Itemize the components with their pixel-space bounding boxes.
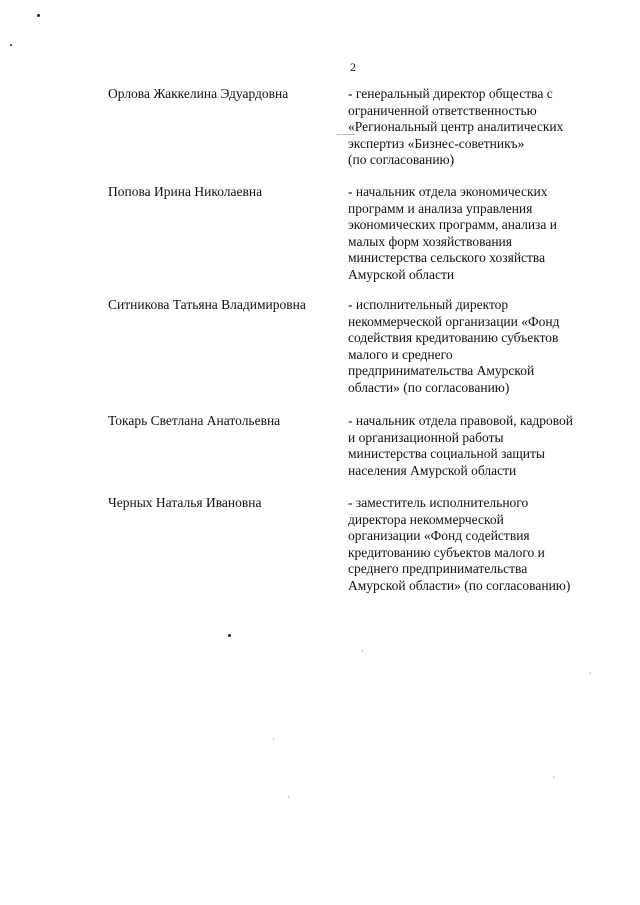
description-line: - заместитель исполнительного — [348, 495, 529, 510]
scan-mark — [553, 776, 554, 778]
scan-mark — [288, 796, 289, 798]
member-description — [348, 184, 636, 284]
description-line: содействия кредитованию субъектов — [348, 330, 559, 346]
description-line: - генеральный директор общества с — [348, 86, 553, 101]
description-line: предпринимательства Амурской — [348, 363, 535, 379]
description-line: программ и анализа управления — [348, 200, 533, 216]
member-description — [348, 297, 636, 397]
description-line: Амурской области» (по согласованию) — [348, 577, 571, 593]
member-name: Токарь Светлана Анатольевна — [108, 413, 281, 428]
description-line: организации «Фонд содействия — [348, 528, 530, 544]
description-line: и организационной работы — [348, 429, 504, 445]
scan-mark — [273, 738, 274, 740]
description-line: малых форм хозяйствования — [348, 233, 512, 249]
description-line: малого и среднего — [348, 346, 453, 362]
description-line: «Региональный центр аналитических — [348, 119, 564, 135]
description-line: министерства социальной защиты — [348, 446, 545, 462]
scan-speck — [10, 44, 12, 46]
description-line: ограниченной ответственностью — [348, 102, 537, 118]
member-name: Ситникова Татьяна Владимировна — [108, 297, 306, 312]
description-line: министерства сельского хозяйства — [348, 250, 546, 266]
scan-mark — [362, 650, 363, 652]
scan-mark — [590, 672, 591, 674]
page-number: 2 — [350, 60, 356, 74]
description-line: - начальник отдела правовой, кадровой — [348, 413, 573, 428]
description-line: некоммерческой организации «Фонд — [348, 313, 560, 329]
description-line: среднего предпринимательства — [348, 561, 528, 577]
description-line: (по согласованию) — [348, 152, 455, 168]
description-line: - исполнительный директор — [348, 297, 509, 312]
description-line: кредитованию субъектов малого и — [348, 544, 545, 560]
description-line: - начальник отдела экономических — [348, 184, 548, 199]
description-line: экономических программ, анализа и — [348, 217, 557, 233]
description-line: области» (по согласованию) — [348, 379, 510, 395]
member-description — [348, 413, 636, 479]
description-line: экспертиз «Бизнес-советникъ» — [348, 135, 525, 151]
member-name: Орлова Жаккелина Эдуардовна — [108, 86, 289, 101]
description-line: Амурской области — [348, 266, 455, 282]
member-name: Черных Наталья Ивановна — [108, 495, 262, 510]
scan-speck — [228, 634, 231, 637]
description-line: населения Амурской области — [348, 462, 517, 478]
member-description — [348, 495, 636, 595]
member-description — [348, 86, 636, 169]
description-line: директора некоммерческой — [348, 511, 504, 527]
scan-speck — [37, 14, 40, 17]
member-name: Попова Ирина Николаевна — [108, 184, 263, 199]
